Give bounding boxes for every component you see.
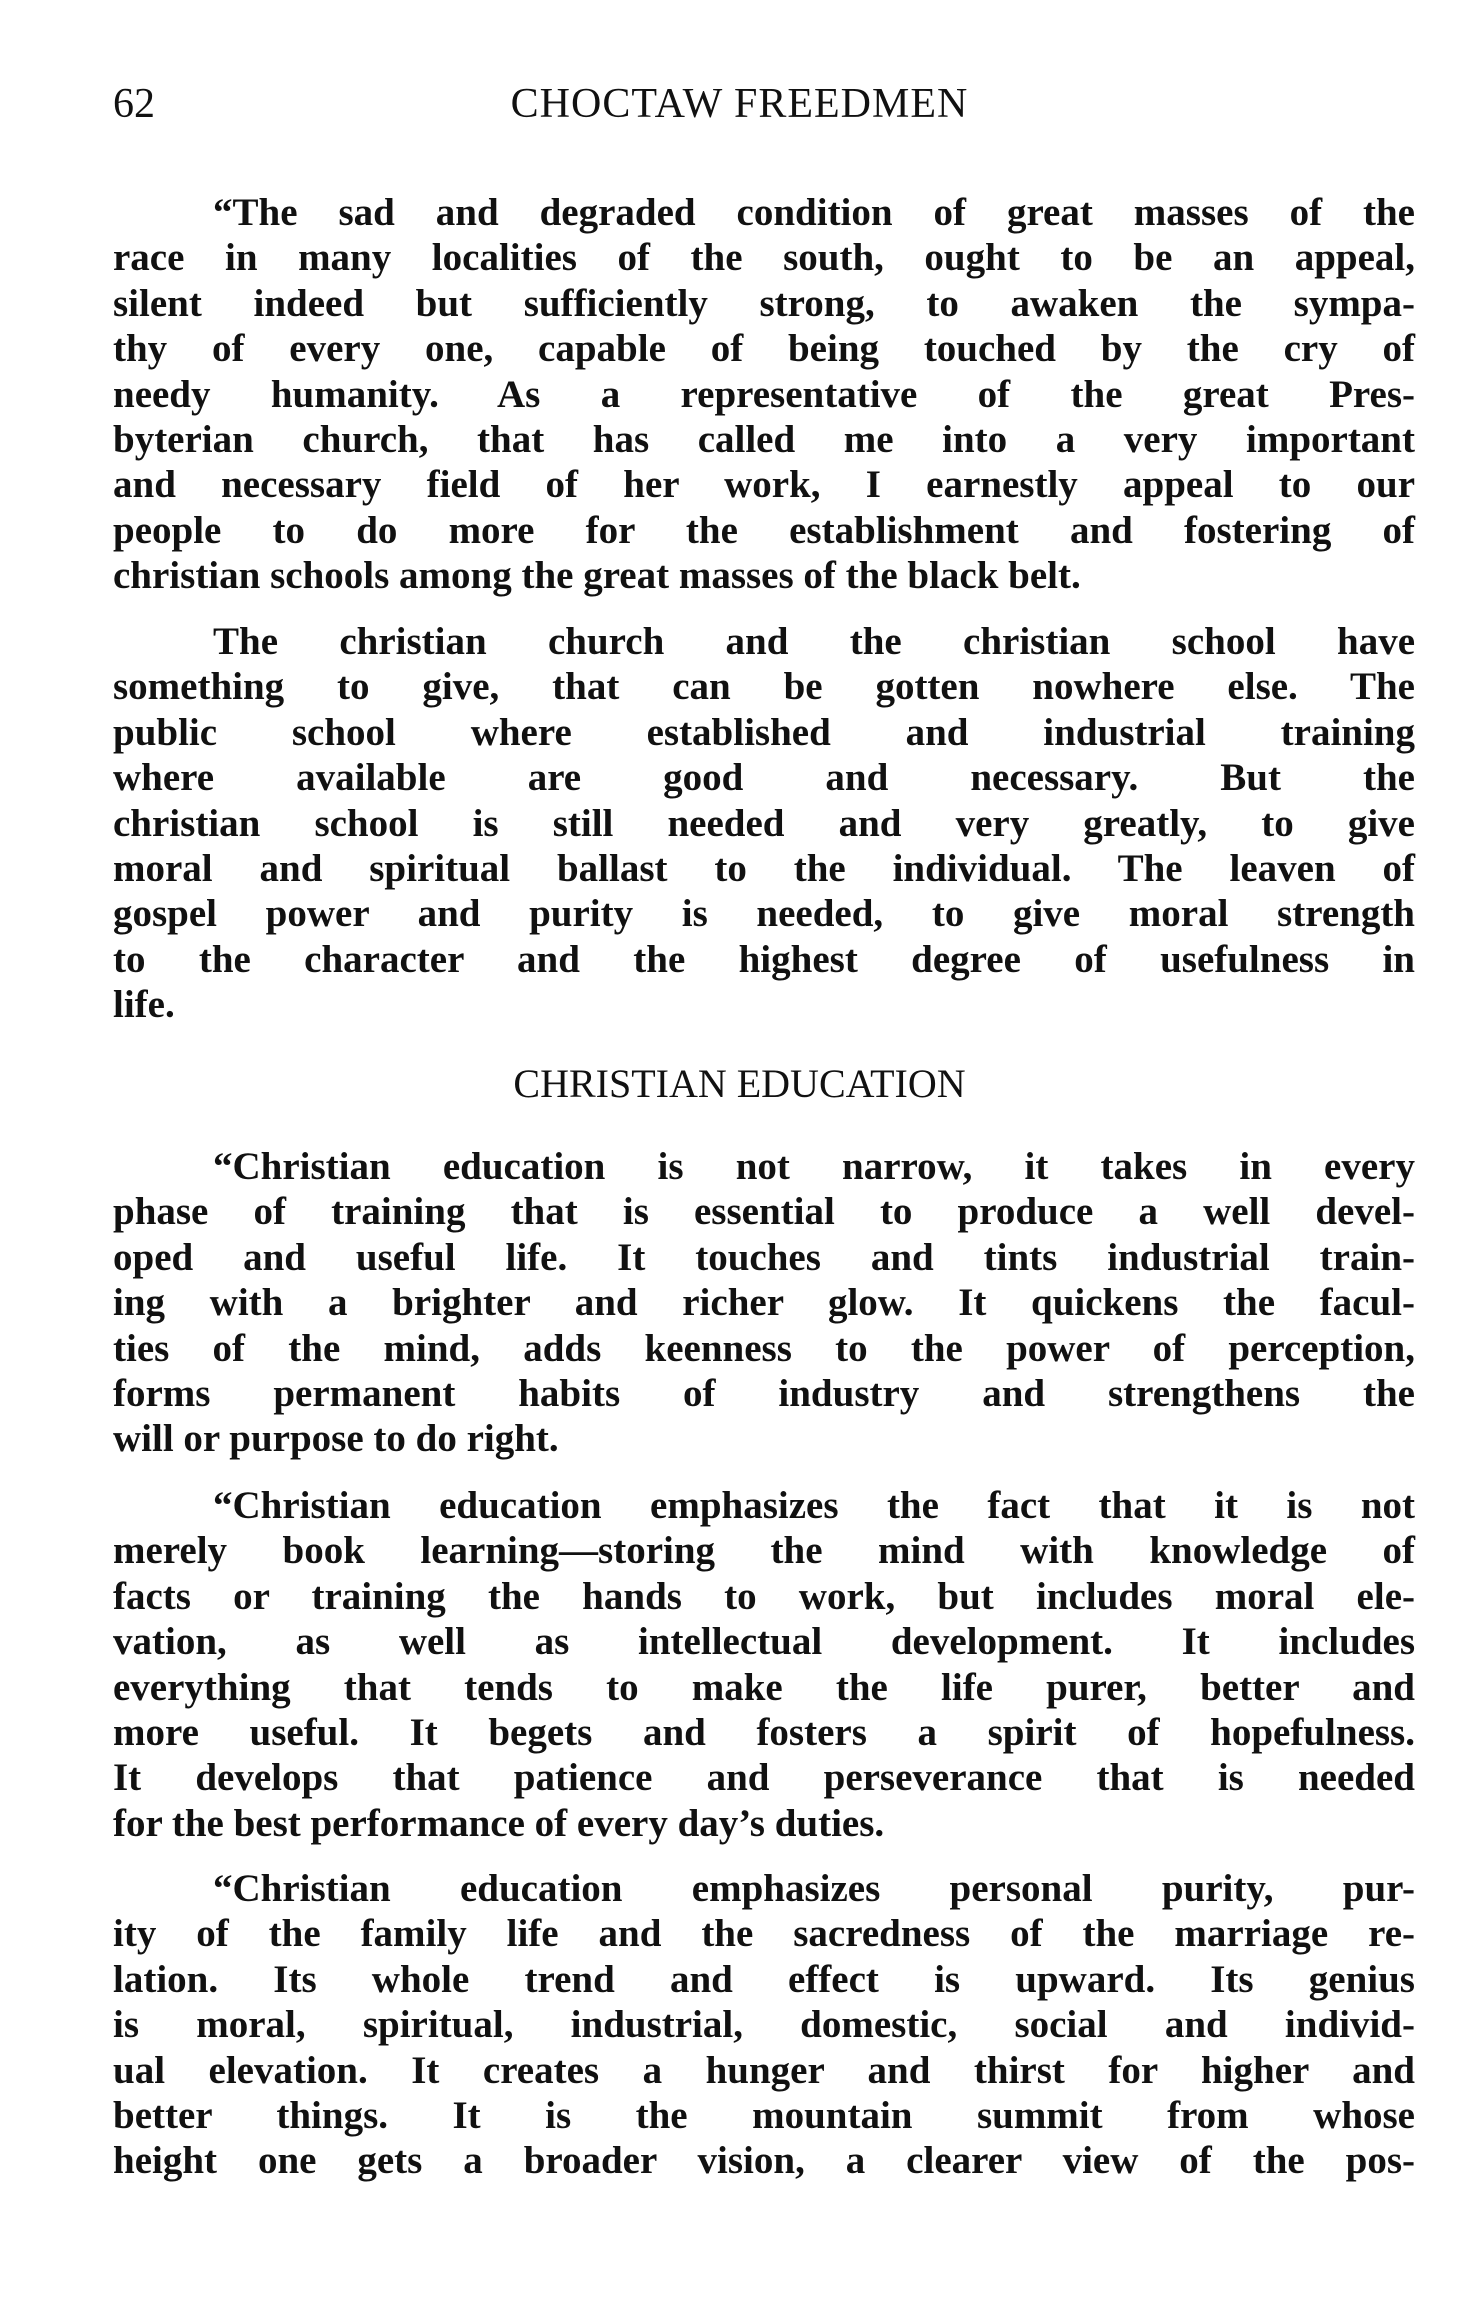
- text-line: The christian church and the christian school have: [213, 620, 1415, 663]
- paragraph: [113, 619, 1415, 1028]
- text-line: life.: [113, 983, 175, 1027]
- text-line: better things. It is the mountain summit from whose: [113, 2093, 1415, 2137]
- page-header: [0, 80, 1479, 132]
- text-line: silent indeed but sufficiently strong, to awaken the sympa-: [113, 281, 1415, 325]
- text-line: everything that tends to make the life purer, better and: [113, 1665, 1415, 1709]
- text-line: ual elevation. It creates a hunger and thirst for higher and: [113, 2048, 1415, 2092]
- text-line: vation, as well as intellectual development. It includes: [113, 1620, 1415, 1664]
- text-line: “The sad and degraded condition of great masses of the: [213, 191, 1415, 234]
- text-line: lation. Its whole trend and effect is upward. Its genius: [113, 1957, 1415, 2001]
- text-line: something to give, that can be gotten nowhere else. The: [113, 665, 1415, 709]
- text-line: ties of the mind, adds keenness to the power of perception,: [113, 1326, 1415, 1370]
- running-title: CHOCTAW FREEDMEN: [510, 81, 969, 127]
- paragraph: [113, 190, 1415, 599]
- section-heading: CHRISTIAN EDUCATION: [513, 1061, 966, 1106]
- text-line: forms permanent habits of industry and strengthens the: [113, 1371, 1415, 1415]
- text-line: “Christian education emphasizes the fact that it is not: [213, 1484, 1415, 1527]
- text-line: is moral, spiritual, industrial, domestic, social and individ-: [113, 2003, 1415, 2047]
- text-line: race in many localities of the south, ought to be an appeal,: [113, 236, 1415, 280]
- text-line: more useful. It begets and fosters a spirit of hopefulness.: [113, 1710, 1415, 1754]
- text-line: people to do more for the establishment and fostering of: [113, 508, 1415, 552]
- text-line: gospel power and purity is needed, to give moral strength: [113, 892, 1415, 936]
- text-line: needy humanity. As a representative of the great Pres-: [113, 372, 1415, 416]
- text-line: facts or training the hands to work, but includes moral ele-: [113, 1574, 1415, 1618]
- text-line: oped and useful life. It touches and tints industrial train-: [113, 1235, 1415, 1279]
- text-line: thy of every one, capable of being touched by the cry of: [113, 327, 1415, 371]
- paragraph: [113, 1144, 1415, 1462]
- text-line: christian school is still needed and very greatly, to give: [113, 801, 1415, 845]
- paragraph: [113, 1866, 1415, 2184]
- text-line: and necessary field of her work, I earnestly appeal to our: [113, 463, 1415, 507]
- text-line: will or purpose to do right.: [113, 1417, 559, 1461]
- text-line: christian schools among the great masses of the black belt.: [113, 554, 1081, 598]
- text-line: public school where established and industrial training: [113, 710, 1415, 754]
- text-line: “Christian education emphasizes personal purity, pur-: [213, 1867, 1415, 1910]
- text-line: ity of the family life and the sacredness of the marriage re-: [113, 1912, 1415, 1956]
- text-line: merely book learning—storing the mind with knowledge of: [113, 1529, 1415, 1573]
- text-line: phase of training that is essential to produce a well devel-: [113, 1190, 1415, 1234]
- text-line: byterian church, that has called me into a very important: [113, 417, 1415, 461]
- text-line: height one gets a broader vision, a clearer view of the pos-: [113, 2139, 1415, 2183]
- text-line: ing with a brighter and richer glow. It quickens the facul-: [113, 1281, 1415, 1325]
- text-line: It develops that patience and perseverance that is needed: [113, 1756, 1415, 1800]
- text-line: where available are good and necessary. But the: [113, 756, 1415, 800]
- page-number: 62: [113, 81, 155, 127]
- text-line: moral and spiritual ballast to the individual. The leaven of: [113, 846, 1415, 890]
- text-line: “Christian education is not narrow, it takes in every: [213, 1145, 1415, 1188]
- text-line: for the best performance of every day’s duties.: [113, 1801, 885, 1845]
- paragraph: [113, 1483, 1415, 1846]
- text-line: to the character and the highest degree of usefulness in: [113, 937, 1415, 981]
